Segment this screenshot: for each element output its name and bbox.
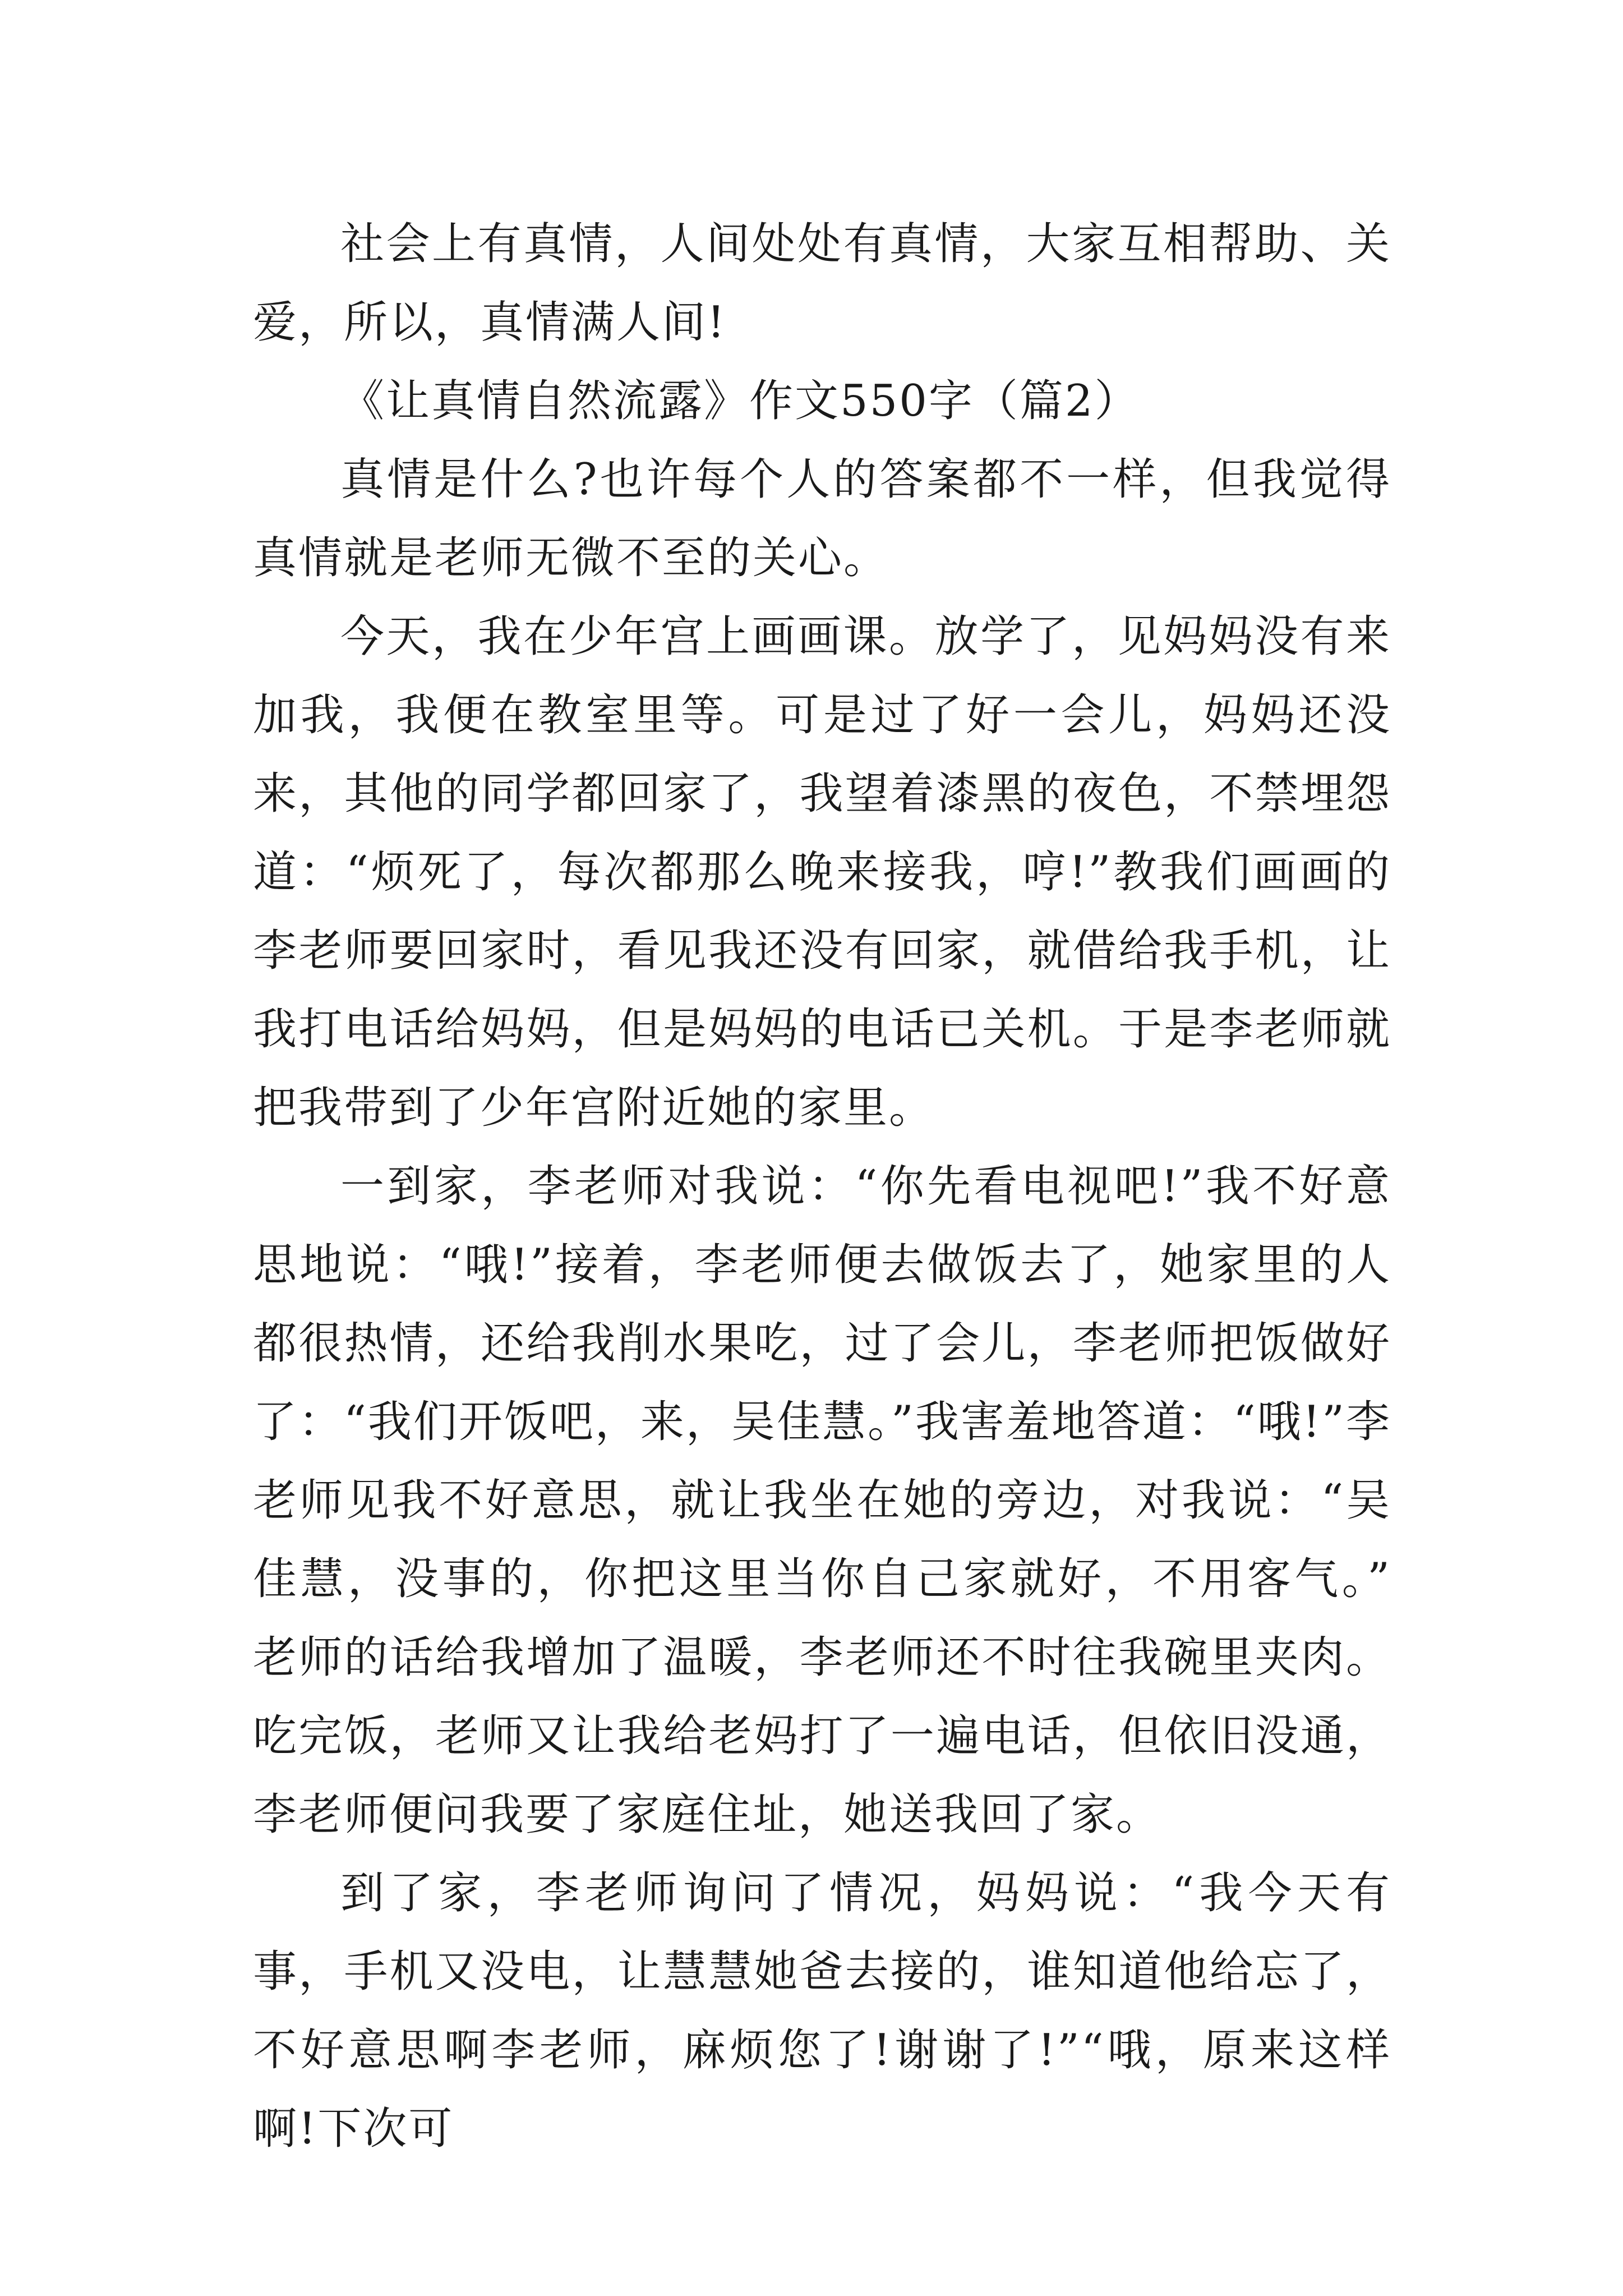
paragraph-4: 到了家，李老师询问了情况，妈妈说：“我今天有事，手机又没电，让慧慧她爸去接的，谁知道他给忘了，不好意思啊李老师，麻烦您了!谢谢了!”“哦，原来这样啊!下次可 <box>253 1868 1391 2154</box>
paragraph-2: 今天，我在少年宫上画画课。放学了，见妈妈没有来加我，我便在教室里等。可是过了好一会儿，妈妈还没来，其他的同学都回家了，我望着漆黑的夜色，不禁埋怨道：“烦死了，每次都那么晚来接我，哼!”教我们画画的李老师要回家时，看见我还没有回家，就借给我手机，让我打电话给妈妈，但是妈妈的电话已关机。于是李老师就把我带到了少年宫附近她的家里。 <box>253 611 1391 1133</box>
paragraph-1: 真情是什么?也许每个人的答案都不一样，但我觉得真情就是老师无微不至的关心。 <box>253 454 1391 583</box>
paragraph-3: 一到家，李老师对我说：“你先看电视吧!”我不好意思地说：“哦!”接着，李老师便去做饭去了，她家里的人都很热情，还给我削水果吃，过了会儿，李老师把饭做好了：“我们开饭吧，来，吴佳慧。”我害羞地答道：“哦!”李老师见我不好意思，就让我坐在她的旁边，对我说：“吴佳慧，没事的，你把这里当你自己家就好，不用客气。” 老师的话给我增加了温暖，李老师还不时往我碗里夹肉。吃完饭，老师又让我给老妈打了一遍电话，但依旧没通，李老师便问我要了家庭住址，她送我回了家。 <box>253 1161 1391 1840</box>
essay-title: 《让真情自然流露》作文550字（篇2） <box>340 376 1140 426</box>
paragraph-intro: 社会上有真情，人间处处有真情，大家互相帮助、关爱，所以，真情满人间! <box>253 219 1391 348</box>
document-body <box>253 205 1391 2168</box>
